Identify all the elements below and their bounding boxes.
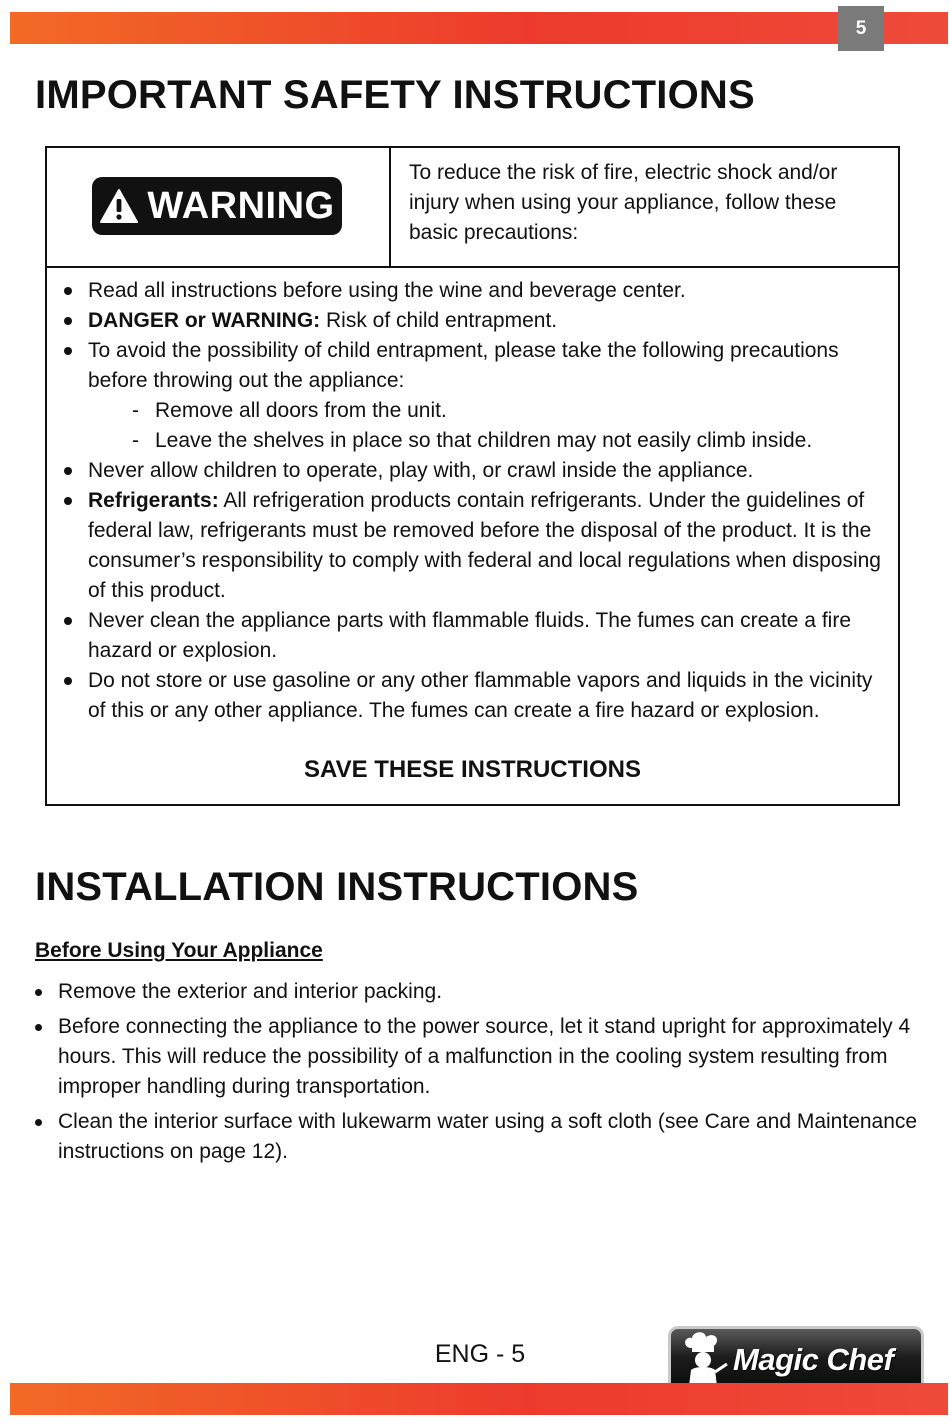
footer-page-label: ENG - 5: [434, 1340, 526, 1368]
bullet-icon: [64, 317, 72, 325]
item-text: To avoid the possibility of child entrapment, please take the following precautions before throwing out the appliance:: [88, 339, 839, 392]
bullet-icon: [35, 989, 42, 996]
item-text: Never clean the appliance parts with flammable fluids. The fumes can create a fire hazard or explosion.: [88, 609, 851, 662]
item-text: Never allow children to operate, play with, or crawl inside the appliance.: [88, 459, 754, 482]
save-instructions-line: SAVE THESE INSTRUCTIONS: [304, 756, 641, 783]
item-bold-label: Refrigerants:: [88, 489, 219, 512]
sublist-item: [88, 396, 884, 426]
item-text: All refrigeration products contain refrigerants. Under the guidelines of federal law, refrigerants must be removed before the disposal of the product. It is the consumer’s responsibility to comply with federal and local regulations when disposing of this product.: [88, 489, 881, 602]
warning-intro-text: To reduce the risk of fire, electric shock and/or injury when using your appliance, follow these basic precautions:: [409, 161, 838, 244]
list-item: [47, 606, 898, 666]
warning-divider: [389, 148, 391, 266]
warning-label: WARNING: [147, 184, 335, 227]
bullet-icon: [64, 497, 72, 505]
item-bold-label: DANGER or WARNING:: [88, 309, 321, 332]
list-item: [47, 276, 898, 306]
bullet-icon: [64, 287, 72, 295]
sublist-item: [88, 426, 884, 456]
entrapment-sublist: [88, 396, 884, 456]
list-item: [47, 306, 898, 336]
bullet-icon: [64, 347, 72, 355]
dash-marker: -: [132, 399, 139, 422]
chef-icon: [677, 1330, 731, 1390]
item-text: Do not store or use gasoline or any other flammable vapors and liquids in the vicinity of this or any other appliance. The fumes can create a fire hazard or explosion.: [88, 669, 873, 722]
list-item: [35, 1012, 925, 1102]
sublist-text: Remove all doors from the unit.: [155, 399, 447, 422]
brand-logo-text: Magic Chef: [733, 1342, 894, 1377]
bullet-icon: [35, 1119, 42, 1126]
item-text: Before connecting the appliance to the power source, let it stand upright for approximately 4 hours. This will reduce the possibility of a malfunction in the cooling system resulting from improper handling during transportation.: [58, 1015, 911, 1098]
installation-subheading: Before Using Your Appliance: [35, 939, 323, 962]
footer-accent-bar: [10, 1383, 948, 1415]
bullet-icon: [64, 467, 72, 475]
list-item: [35, 977, 925, 1007]
item-text: Remove the exterior and interior packing.: [58, 980, 443, 1003]
list-item: [35, 1107, 925, 1167]
warning-header-row: [47, 148, 898, 268]
list-item: [47, 666, 898, 726]
bullet-icon: [35, 1024, 42, 1031]
header-accent-bar: [10, 12, 948, 44]
safety-heading: IMPORTANT SAFETY INSTRUCTIONS: [35, 73, 755, 117]
corner-page-number: 5: [838, 6, 884, 51]
installation-heading: INSTALLATION INSTRUCTIONS: [35, 865, 639, 909]
safety-list: [47, 276, 898, 726]
list-item: [47, 336, 898, 456]
item-text: Risk of child entrapment.: [320, 309, 558, 332]
sublist-text: Leave the shelves in place so that children may not easily climb inside.: [155, 429, 813, 452]
item-text: Read all instructions before using the wine and beverage center.: [88, 279, 686, 302]
warning-triangle-icon: [99, 188, 139, 224]
list-item: [47, 456, 898, 486]
bullet-icon: [64, 677, 72, 685]
list-item: [47, 486, 898, 606]
dash-marker: -: [132, 429, 139, 452]
safety-warning-box: [45, 146, 900, 806]
warning-badge: [92, 177, 342, 235]
bullet-icon: [64, 617, 72, 625]
item-text: Clean the interior surface with lukewarm water using a soft cloth (see Care and Maintenance instructions on page 12).: [58, 1110, 918, 1163]
installation-list: [35, 977, 925, 1172]
